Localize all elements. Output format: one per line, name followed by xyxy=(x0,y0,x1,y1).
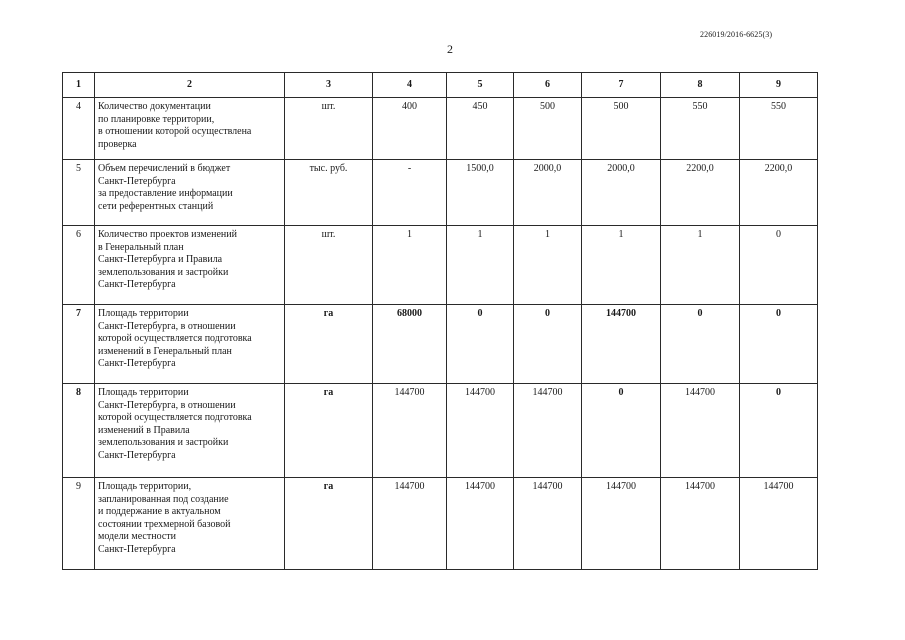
column-header: 6 xyxy=(514,73,582,98)
column-header: 3 xyxy=(285,73,373,98)
indicator-name: Количество проектов изменений в Генеральный план Санкт-Петербурга и Правила землепользования и застройки Санкт-Петербурга xyxy=(95,226,285,305)
value-cell: 144700 xyxy=(661,384,740,478)
value-cell: 500 xyxy=(582,98,661,160)
table-row xyxy=(63,98,818,160)
value-cell: 2200,0 xyxy=(740,160,818,226)
value-cell: 0 xyxy=(740,305,818,384)
value-cell: 0 xyxy=(661,305,740,384)
value-cell: 550 xyxy=(661,98,740,160)
unit-cell: га xyxy=(285,384,373,478)
value-cell: 1 xyxy=(514,226,582,305)
value-cell: 0 xyxy=(740,226,818,305)
unit-cell: тыс. руб. xyxy=(285,160,373,226)
unit-cell: шт. xyxy=(285,98,373,160)
value-cell: 144700 xyxy=(373,384,447,478)
table-row xyxy=(63,384,818,478)
indicator-name: Площадь территории Санкт-Петербурга, в отношении которой осуществляется подготовка изменений в Генеральный план Санкт-Петербурга xyxy=(95,305,285,384)
table-row xyxy=(63,160,818,226)
table-row xyxy=(63,478,818,570)
column-header: 7 xyxy=(582,73,661,98)
unit-cell: га xyxy=(285,478,373,570)
column-header: 2 xyxy=(95,73,285,98)
value-cell: 400 xyxy=(373,98,447,160)
row-number: 4 xyxy=(63,98,95,160)
indicator-name: Количество документации по планировке территории, в отношении которой осуществлена проверка xyxy=(95,98,285,160)
value-cell: 2200,0 xyxy=(661,160,740,226)
column-header: 8 xyxy=(661,73,740,98)
value-cell: 144700 xyxy=(447,478,514,570)
column-header: 9 xyxy=(740,73,818,98)
value-cell: 0 xyxy=(582,384,661,478)
row-number: 8 xyxy=(63,384,95,478)
value-cell: 500 xyxy=(514,98,582,160)
value-cell: 144700 xyxy=(514,384,582,478)
document-code: 226019/2016-6625(3) xyxy=(700,30,773,39)
indicator-name: Площадь территории Санкт-Петербурга, в отношении которой осуществляется подготовка изменений в Правила землепользования и застройки Санкт-Петербурга xyxy=(95,384,285,478)
value-cell: 144700 xyxy=(373,478,447,570)
unit-cell: шт. xyxy=(285,226,373,305)
value-cell: 144700 xyxy=(582,305,661,384)
table-row xyxy=(63,226,818,305)
value-cell: 1 xyxy=(447,226,514,305)
value-cell: 1500,0 xyxy=(447,160,514,226)
value-cell: 0 xyxy=(447,305,514,384)
column-header: 5 xyxy=(447,73,514,98)
row-number: 7 xyxy=(63,305,95,384)
row-number: 9 xyxy=(63,478,95,570)
value-cell: 450 xyxy=(447,98,514,160)
indicator-name: Площадь территории, запланированная под создание и поддержание в актуальном состоянии трехмерной базовой модели местности Санкт-Петербурга xyxy=(95,478,285,570)
table-header-row xyxy=(63,73,818,98)
row-number: 5 xyxy=(63,160,95,226)
indicator-name: Объем перечислений в бюджет Санкт-Петербурга за предоставление информации сети референтных станций xyxy=(95,160,285,226)
value-cell: 144700 xyxy=(447,384,514,478)
column-header: 4 xyxy=(373,73,447,98)
value-cell: 1 xyxy=(582,226,661,305)
row-number: 6 xyxy=(63,226,95,305)
value-cell: 2000,0 xyxy=(514,160,582,226)
indicators-table xyxy=(62,72,818,570)
value-cell: 2000,0 xyxy=(582,160,661,226)
value-cell: 1 xyxy=(373,226,447,305)
unit-cell: га xyxy=(285,305,373,384)
column-header: 1 xyxy=(63,73,95,98)
value-cell: 1 xyxy=(661,226,740,305)
table-row xyxy=(63,305,818,384)
value-cell: 550 xyxy=(740,98,818,160)
value-cell: 144700 xyxy=(582,478,661,570)
value-cell: 68000 xyxy=(373,305,447,384)
value-cell: 144700 xyxy=(661,478,740,570)
value-cell: - xyxy=(373,160,447,226)
value-cell: 144700 xyxy=(514,478,582,570)
value-cell: 0 xyxy=(514,305,582,384)
value-cell: 0 xyxy=(740,384,818,478)
page-number: 2 xyxy=(447,42,453,56)
value-cell: 144700 xyxy=(740,478,818,570)
